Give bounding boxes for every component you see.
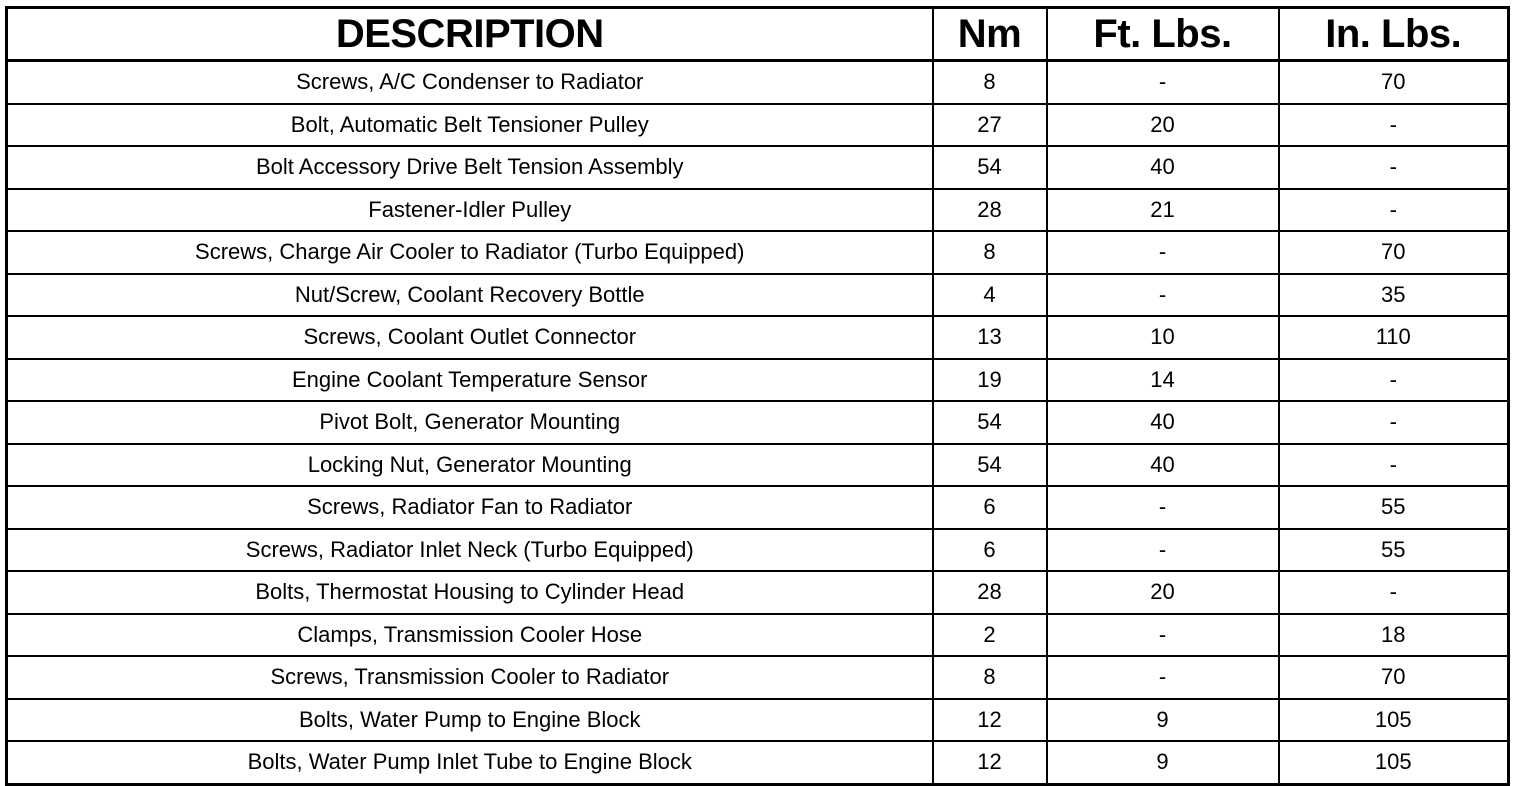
cell-ft-lbs: - <box>1047 274 1279 317</box>
header-in-lbs: In. Lbs. <box>1279 8 1509 61</box>
table-row <box>7 741 1509 784</box>
cell-nm: 54 <box>933 401 1047 444</box>
cell-description: Fastener-Idler Pulley <box>7 189 933 232</box>
cell-in-lbs: 105 <box>1279 741 1509 784</box>
cell-description: Pivot Bolt, Generator Mounting <box>7 401 933 444</box>
cell-description: Clamps, Transmission Cooler Hose <box>7 614 933 657</box>
cell-nm: 54 <box>933 444 1047 487</box>
cell-nm: 2 <box>933 614 1047 657</box>
cell-in-lbs: - <box>1279 444 1509 487</box>
cell-nm: 6 <box>933 486 1047 529</box>
table-row <box>7 359 1509 402</box>
cell-description: Bolt, Automatic Belt Tensioner Pulley <box>7 104 933 147</box>
cell-ft-lbs: 40 <box>1047 401 1279 444</box>
table-row <box>7 316 1509 359</box>
cell-ft-lbs: 10 <box>1047 316 1279 359</box>
cell-description: Screws, Radiator Fan to Radiator <box>7 486 933 529</box>
table-body <box>7 61 1509 785</box>
table-row <box>7 529 1509 572</box>
cell-in-lbs: 70 <box>1279 656 1509 699</box>
cell-description: Screws, Transmission Cooler to Radiator <box>7 656 933 699</box>
cell-description: Bolts, Water Pump Inlet Tube to Engine Block <box>7 741 933 784</box>
cell-in-lbs: 18 <box>1279 614 1509 657</box>
cell-description: Nut/Screw, Coolant Recovery Bottle <box>7 274 933 317</box>
cell-nm: 28 <box>933 189 1047 232</box>
cell-in-lbs: - <box>1279 104 1509 147</box>
cell-description: Engine Coolant Temperature Sensor <box>7 359 933 402</box>
table-row <box>7 231 1509 274</box>
cell-description: Locking Nut, Generator Mounting <box>7 444 933 487</box>
header-row <box>7 8 1509 61</box>
cell-ft-lbs: 40 <box>1047 444 1279 487</box>
cell-description: Bolts, Thermostat Housing to Cylinder Head <box>7 571 933 614</box>
cell-ft-lbs: - <box>1047 656 1279 699</box>
cell-in-lbs: 110 <box>1279 316 1509 359</box>
cell-ft-lbs: 9 <box>1047 699 1279 742</box>
cell-nm: 12 <box>933 741 1047 784</box>
cell-nm: 13 <box>933 316 1047 359</box>
cell-ft-lbs: 9 <box>1047 741 1279 784</box>
table-row <box>7 274 1509 317</box>
cell-nm: 54 <box>933 146 1047 189</box>
table-row <box>7 189 1509 232</box>
table-row <box>7 444 1509 487</box>
table-row <box>7 614 1509 657</box>
cell-description: Screws, Radiator Inlet Neck (Turbo Equipped) <box>7 529 933 572</box>
header-ft-lbs: Ft. Lbs. <box>1047 8 1279 61</box>
cell-ft-lbs: 40 <box>1047 146 1279 189</box>
cell-ft-lbs: 21 <box>1047 189 1279 232</box>
cell-nm: 8 <box>933 656 1047 699</box>
table-row <box>7 571 1509 614</box>
cell-description: Screws, Charge Air Cooler to Radiator (Turbo Equipped) <box>7 231 933 274</box>
cell-in-lbs: 35 <box>1279 274 1509 317</box>
cell-nm: 4 <box>933 274 1047 317</box>
cell-ft-lbs: 20 <box>1047 571 1279 614</box>
cell-ft-lbs: - <box>1047 486 1279 529</box>
cell-nm: 27 <box>933 104 1047 147</box>
cell-ft-lbs: - <box>1047 231 1279 274</box>
table-row <box>7 104 1509 147</box>
cell-in-lbs: - <box>1279 146 1509 189</box>
cell-nm: 8 <box>933 61 1047 104</box>
cell-nm: 28 <box>933 571 1047 614</box>
cell-in-lbs: 70 <box>1279 61 1509 104</box>
table-row <box>7 401 1509 444</box>
table-row <box>7 699 1509 742</box>
cell-ft-lbs: 20 <box>1047 104 1279 147</box>
cell-in-lbs: - <box>1279 189 1509 232</box>
header-nm: Nm <box>933 8 1047 61</box>
cell-in-lbs: 55 <box>1279 486 1509 529</box>
cell-in-lbs: - <box>1279 359 1509 402</box>
cell-nm: 6 <box>933 529 1047 572</box>
cell-in-lbs: - <box>1279 401 1509 444</box>
cell-description: Screws, Coolant Outlet Connector <box>7 316 933 359</box>
cell-description: Bolts, Water Pump to Engine Block <box>7 699 933 742</box>
torque-specifications-table <box>5 6 1510 786</box>
cell-nm: 19 <box>933 359 1047 402</box>
cell-ft-lbs: 14 <box>1047 359 1279 402</box>
table-row <box>7 61 1509 104</box>
cell-description: Screws, A/C Condenser to Radiator <box>7 61 933 104</box>
cell-description: Bolt Accessory Drive Belt Tension Assembly <box>7 146 933 189</box>
cell-in-lbs: 55 <box>1279 529 1509 572</box>
table-header <box>7 8 1509 61</box>
cell-ft-lbs: - <box>1047 614 1279 657</box>
cell-ft-lbs: - <box>1047 61 1279 104</box>
cell-ft-lbs: - <box>1047 529 1279 572</box>
cell-in-lbs: 70 <box>1279 231 1509 274</box>
header-description: DESCRIPTION <box>7 8 933 61</box>
cell-nm: 12 <box>933 699 1047 742</box>
cell-nm: 8 <box>933 231 1047 274</box>
table-row <box>7 146 1509 189</box>
table-row <box>7 656 1509 699</box>
cell-in-lbs: 105 <box>1279 699 1509 742</box>
cell-in-lbs: - <box>1279 571 1509 614</box>
table-row <box>7 486 1509 529</box>
